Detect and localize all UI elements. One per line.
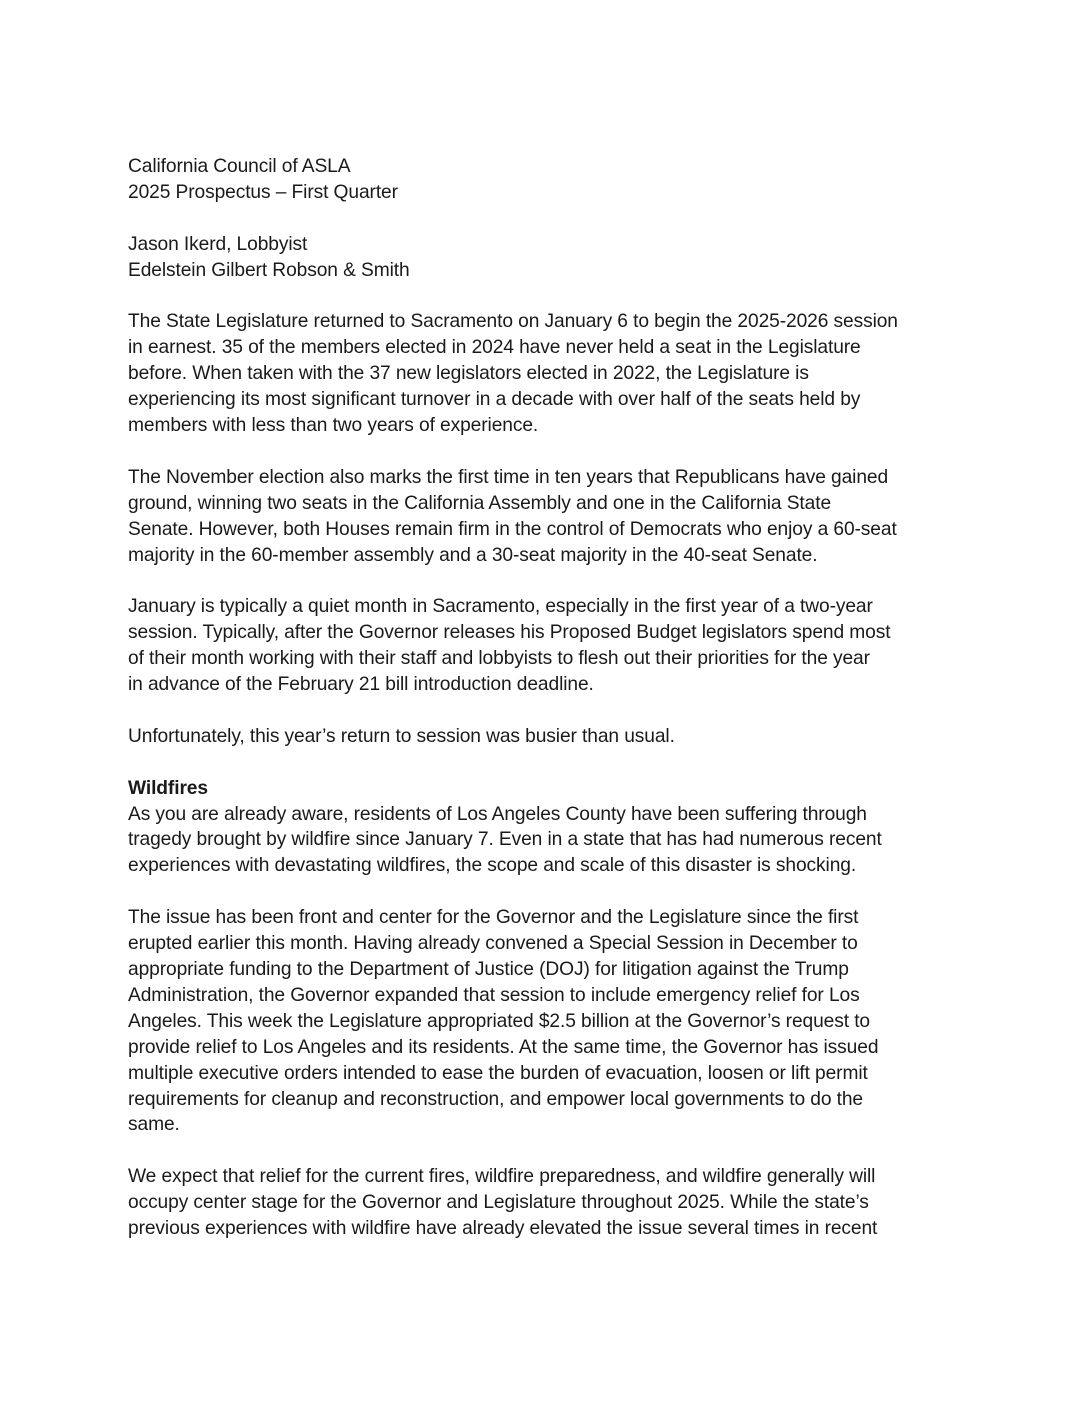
text-line: appropriate funding to the Department of Justice (DOJ) for litigation against the Trump bbox=[128, 958, 849, 980]
author-block bbox=[128, 232, 968, 284]
text-line: members with less than two years of experience. bbox=[128, 415, 539, 437]
paragraph-wildfire-response bbox=[128, 905, 968, 1138]
author-firm: Edelstein Gilbert Robson & Smith bbox=[128, 259, 410, 281]
document-subtitle: 2025 Prospectus – First Quarter bbox=[128, 181, 398, 203]
text-line: session. Typically, after the Governor releases his Proposed Budget legislators spend most bbox=[128, 622, 891, 644]
text-line: Senate. However, both Houses remain firm in the control of Democrats who enjoy a 60-seat bbox=[128, 518, 897, 540]
text-line: of their month working with their staff and lobbyists to flesh out their priorities for the year bbox=[128, 648, 870, 670]
text-line: in advance of the February 21 bill introduction deadline. bbox=[128, 674, 594, 696]
author-name: Jason Ikerd, Lobbyist bbox=[128, 233, 308, 255]
text-line: requirements for cleanup and reconstruction, and empower local governments to do the bbox=[128, 1088, 864, 1110]
text-line: As you are already aware, residents of Los Angeles County have been suffering through bbox=[128, 803, 867, 825]
text-line: majority in the 60-member assembly and a 30-seat majority in the 40-seat Senate. bbox=[128, 544, 818, 566]
paragraph-november-election bbox=[128, 465, 968, 569]
text-line: erupted earlier this month. Having already convened a Special Session in December to bbox=[128, 933, 858, 955]
text-line: The State Legislature returned to Sacramento on January 6 to begin the 2025-2026 session bbox=[128, 311, 898, 333]
text-line: January is typically a quiet month in Sacramento, especially in the first year of a two-year bbox=[128, 596, 873, 618]
paragraph-session-start bbox=[128, 309, 968, 439]
text-line: The issue has been front and center for the Governor and the Legislature since the first bbox=[128, 907, 859, 929]
header-block bbox=[128, 154, 968, 206]
text-line: in earnest. 35 of the members elected in 2024 have never held a seat in the Legislature bbox=[128, 337, 861, 359]
text-line: same. bbox=[128, 1114, 180, 1136]
text-line: experiences with devastating wildfires, the scope and scale of this disaster is shocking. bbox=[128, 855, 857, 877]
text-line: ground, winning two seats in the California Assembly and one in the California State bbox=[128, 492, 832, 514]
text-line: We expect that relief for the current fires, wildfire preparedness, and wildfire generally will bbox=[128, 1166, 876, 1188]
text-line: The November election also marks the first time in ten years that Republicans have gained bbox=[128, 466, 889, 488]
paragraph-wildfire-outlook bbox=[128, 1164, 968, 1242]
paragraph-january bbox=[128, 594, 968, 698]
text-line: Angeles. This week the Legislature appropriated $2.5 billion at the Governor’s request to bbox=[128, 1010, 871, 1032]
section-heading-wildfires: Wildfires bbox=[128, 777, 208, 799]
text-line: tragedy brought by wildfire since January 7. Even in a state that has had numerous recent bbox=[128, 829, 882, 851]
text-line: experiencing its most significant turnover in a decade with over half of the seats held by bbox=[128, 389, 861, 411]
text-line: occupy center stage for the Governor and Legislature throughout 2025. While the state’s bbox=[128, 1192, 869, 1214]
text-line: Administration, the Governor expanded that session to include emergency relief for Los bbox=[128, 984, 860, 1006]
paragraph-busier bbox=[128, 724, 968, 750]
text-line: multiple executive orders intended to ease the burden of evacuation, loosen or lift permit bbox=[128, 1062, 868, 1084]
text-line: provide relief to Los Angeles and its residents. At the same time, the Governor has issued bbox=[128, 1036, 879, 1058]
text-line: Unfortunately, this year’s return to session was busier than usual. bbox=[128, 725, 675, 747]
organization-name: California Council of ASLA bbox=[128, 156, 351, 177]
document-page bbox=[128, 154, 968, 1242]
text-line: previous experiences with wildfire have already elevated the issue several times in recent bbox=[128, 1218, 878, 1240]
text-line: before. When taken with the 37 new legislators elected in 2022, the Legislature is bbox=[128, 363, 809, 385]
wildfires-section-intro bbox=[128, 776, 968, 880]
